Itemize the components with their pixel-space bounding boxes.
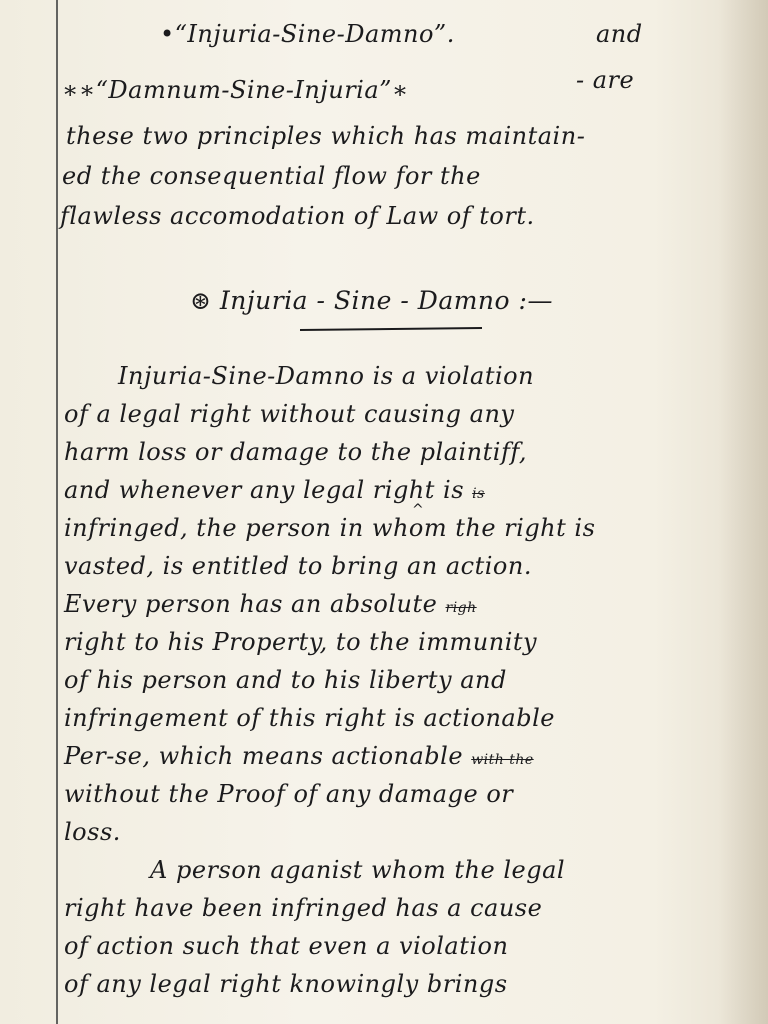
body-line-8: right to his Property, to the immunity	[64, 628, 538, 656]
intro-and-word: and	[596, 20, 643, 48]
body-line-16: of action such that even a violation	[64, 932, 509, 960]
intro-line-3: these two principles which has maintain-	[66, 122, 586, 150]
body-line-17: of any legal right knowingly brings	[64, 970, 508, 998]
intro-line-2-are	[576, 66, 634, 94]
intro-line-1-and	[596, 20, 643, 48]
intro-principle-2: ∗∗“Damnum-Sine-Injuria”∗	[62, 76, 409, 104]
intro-line-1	[160, 20, 455, 48]
intro-line-4: ed the consequential flow for the	[62, 162, 481, 190]
body-line-3: harm loss or damage to the plaintiff,	[64, 438, 527, 466]
body-line-14: A person aganist whom the legal	[150, 856, 566, 884]
page-edge-shadow	[718, 0, 768, 1024]
strikethrough-phrase-3: with the	[471, 752, 534, 768]
body-line-9: of his person and to his liberty and	[64, 666, 507, 694]
body-line-13: loss.	[64, 818, 121, 846]
body-line-6: vasted, is entitled to bring an action.	[64, 552, 532, 580]
body-line-10: infringement of this right is actionable	[64, 704, 555, 732]
intro-principle-1: •“Injuria-Sine-Damno”.	[160, 20, 455, 48]
body-line-4: and whenever any legal right is is	[64, 476, 485, 504]
body-line-1: Injuria-Sine-Damno is a violation	[118, 362, 535, 390]
heading-underline	[300, 327, 482, 331]
insertion-caret: ^	[412, 502, 424, 518]
strikethrough-word-1: is	[472, 486, 485, 502]
body-line-15: right have been infringed has a cause	[64, 894, 543, 922]
body-line-12: without the Proof of any damage or	[64, 780, 514, 808]
intro-line-2	[62, 76, 409, 104]
margin-line	[56, 0, 58, 1024]
body-line-7: Every person has an absolute righ	[64, 590, 477, 618]
body-line-2: of a legal right without causing any	[64, 400, 515, 428]
intro-line-5: flawless accomodation of Law of tort.	[60, 202, 535, 230]
intro-are-word: - are	[576, 66, 635, 94]
body-line-5: infringed, the person in whom the right is	[64, 514, 596, 542]
strikethrough-word-2: righ	[445, 600, 477, 616]
section-heading: ⊛ Injuria - Sine - Damno :—	[190, 286, 553, 315]
body-line-11: Per-se, which means actionable with the	[64, 742, 534, 770]
